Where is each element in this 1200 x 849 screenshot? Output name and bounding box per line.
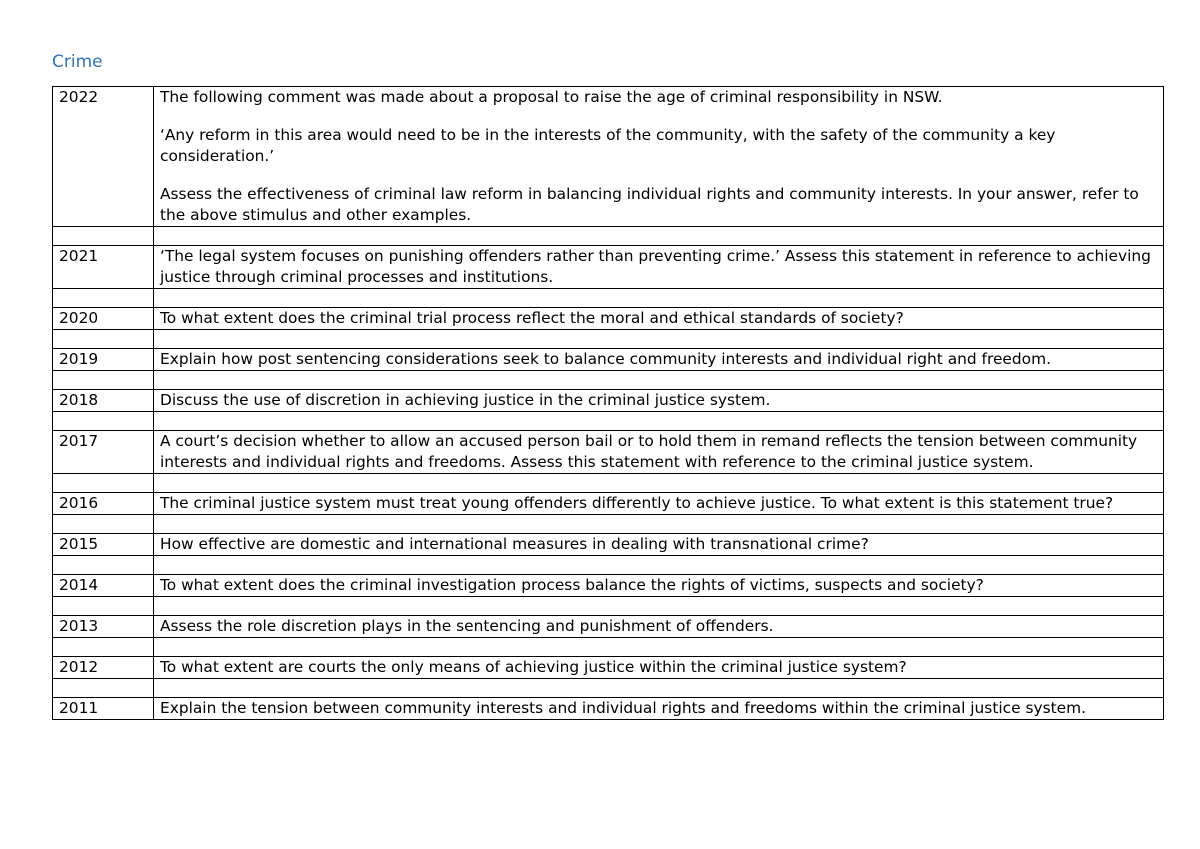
year-cell: 2012 [53,657,154,679]
spacer-cell [53,227,154,246]
question-row [53,493,1164,515]
year-cell: 2018 [53,390,154,412]
spacer-row [53,227,1164,246]
spacer-cell [154,289,1164,308]
spacer-row [53,330,1164,349]
question-cell [154,575,1164,597]
spacer-row [53,679,1164,698]
spacer-row [53,371,1164,390]
questions-table [52,86,1164,720]
question-row [53,308,1164,330]
spacer-cell [154,556,1164,575]
question-text: Assess the effectiveness of criminal law reform in balancing individual rights and community interests. In your answer, refer to the above stimulus and other examples. [160,185,1139,224]
spacer-cell [154,330,1164,349]
question-text: Discuss the use of discretion in achieving justice in the criminal justice system. [160,391,771,409]
section-heading: Crime [52,52,103,72]
spacer-cell [53,474,154,493]
year-cell: 2022 [53,87,154,227]
spacer-row [53,289,1164,308]
year-cell: 2021 [53,246,154,289]
spacer-cell [53,515,154,534]
question-text: Assess the role discretion plays in the sentencing and punishment of offenders. [160,617,774,635]
spacer-cell [53,289,154,308]
question-cell [154,698,1164,720]
spacer-cell [154,371,1164,390]
spacer-cell [53,371,154,390]
question-text: The criminal justice system must treat young offenders differently to achieve justice. To what extent is this statement true? [160,494,1114,512]
year-cell: 2013 [53,616,154,638]
question-text: To what extent does the criminal investigation process balance the rights of victims, suspects and society? [160,576,984,594]
question-row [53,390,1164,412]
spacer-cell [154,227,1164,246]
question-text: Explain how post sentencing considerations seek to balance community interests and individual right and freedom. [160,350,1051,368]
year-cell: 2016 [53,493,154,515]
spacer-cell [154,597,1164,616]
year-cell: 2017 [53,431,154,474]
spacer-cell [53,679,154,698]
question-cell [154,349,1164,371]
question-text: The following comment was made about a proposal to raise the age of criminal responsibility in NSW. [160,88,943,106]
question-cell [154,534,1164,556]
question-cell [154,308,1164,330]
spacer-row [53,597,1164,616]
question-cell [154,616,1164,638]
question-row [53,431,1164,474]
question-row [53,616,1164,638]
spacer-cell [154,412,1164,431]
questions-table-body [53,87,1164,720]
spacer-row [53,638,1164,657]
question-text: To what extent does the criminal trial process reflect the moral and ethical standards of society? [160,309,904,327]
spacer-cell [53,330,154,349]
year-cell: 2011 [53,698,154,720]
year-cell: 2019 [53,349,154,371]
question-text: A court’s decision whether to allow an accused person bail or to hold them in remand reflects the tension between community interests and individual rights and freedoms. Assess this statement with reference to the criminal justice system. [160,432,1138,471]
question-cell [154,390,1164,412]
question-cell [154,493,1164,515]
spacer-row [53,515,1164,534]
spacer-row [53,474,1164,493]
year-cell: 2015 [53,534,154,556]
spacer-row [53,556,1164,575]
question-text: ‘Any reform in this area would need to be in the interests of the community, with the safety of the community a key consideration.’ [160,126,1056,165]
question-text: How effective are domestic and international measures in dealing with transnational crime? [160,535,869,553]
spacer-cell [154,679,1164,698]
question-row [53,534,1164,556]
question-cell [154,246,1164,289]
question-row [53,87,1164,227]
question-text: ‘The legal system focuses on punishing offenders rather than preventing crime.’ Assess this statement in reference to achieving justice through criminal processes and institutions. [160,247,1151,286]
spacer-cell [53,597,154,616]
spacer-row [53,412,1164,431]
question-cell [154,87,1164,227]
question-row [53,657,1164,679]
question-text: Explain the tension between community interests and individual rights and freedoms within the criminal justice system. [160,699,1086,717]
year-cell: 2020 [53,308,154,330]
question-row [53,349,1164,371]
spacer-cell [53,412,154,431]
year-cell: 2014 [53,575,154,597]
question-row [53,698,1164,720]
question-row [53,575,1164,597]
question-text: To what extent are courts the only means of achieving justice within the criminal justice system? [160,658,907,676]
spacer-cell [154,474,1164,493]
spacer-cell [154,515,1164,534]
question-cell [154,431,1164,474]
spacer-cell [53,638,154,657]
spacer-cell [53,556,154,575]
question-cell [154,657,1164,679]
spacer-cell [154,638,1164,657]
question-row [53,246,1164,289]
